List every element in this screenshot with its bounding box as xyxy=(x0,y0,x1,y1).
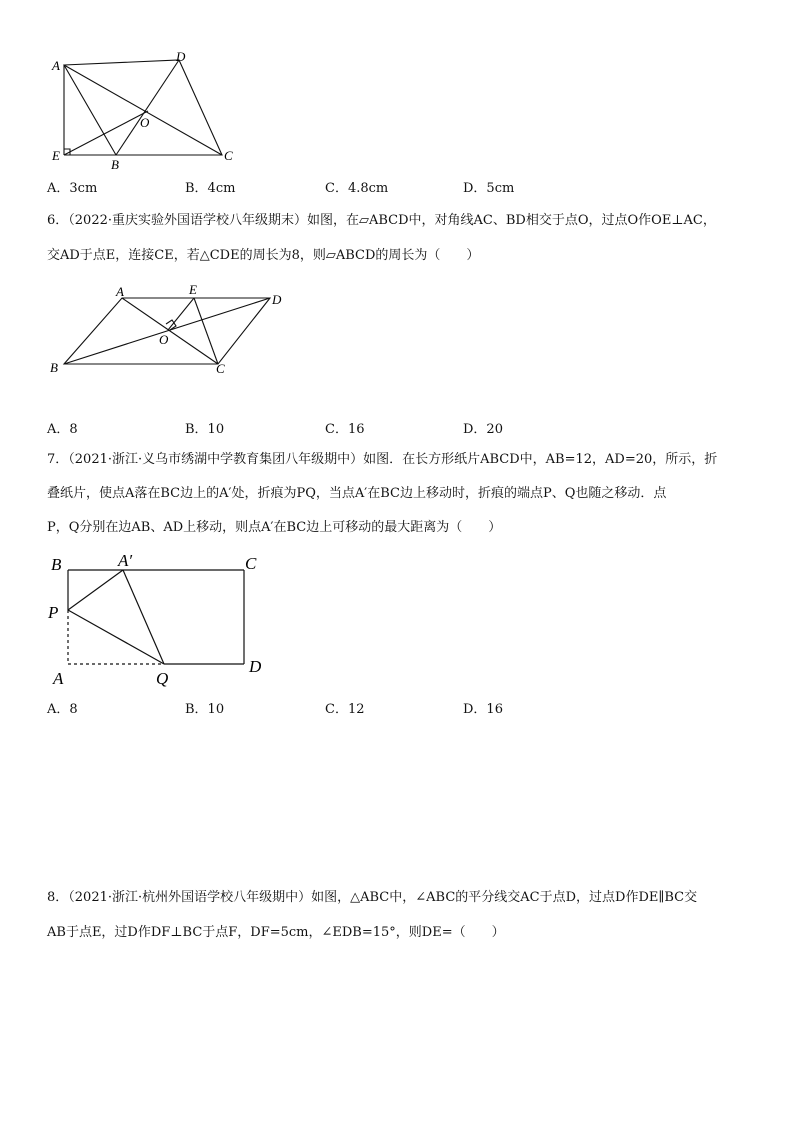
q7-option-d: D．16 xyxy=(463,702,503,717)
label-c: C xyxy=(224,148,233,163)
q6-option-d: D．20 xyxy=(463,422,503,437)
label-o: O xyxy=(159,332,169,347)
label-o: O xyxy=(140,115,150,130)
segment-eo xyxy=(64,111,148,155)
segment-a1q xyxy=(123,570,164,664)
q7-text-line1: 7．（2021·浙江·义乌市绣湖中学教育集团八年级期中）如图．在长方形纸片ABCD中，AB=12，AD=20，所示，折 xyxy=(47,452,718,467)
q7-text-line3: P，Q分别在边AB、AD上移动，则点A′在BC边上可移动的最大距离为（ ） xyxy=(47,520,502,535)
diagonal-bd xyxy=(64,298,270,364)
label-c: C xyxy=(245,554,257,573)
q5-option-b: B．4cm xyxy=(185,181,236,196)
q8-text-line1: 8．（2021·浙江·杭州外国语学校八年级期中）如图，△ABC中，∠ABC的平分线交AC于点D，过点D作DE∥BC交 xyxy=(47,890,698,905)
label-a-prime: A′ xyxy=(118,551,133,570)
label-d: D xyxy=(249,657,262,676)
label-b: B xyxy=(51,555,62,574)
label-b: B xyxy=(111,157,119,172)
q5-option-d: D．5cm xyxy=(463,181,515,196)
figure-folding-q7 xyxy=(44,548,274,690)
q6-option-c: C．16 xyxy=(325,422,365,437)
diagonal-ac xyxy=(64,65,222,155)
label-c: C xyxy=(216,361,225,376)
diagonal-bd xyxy=(116,60,179,155)
figure-rhombus-q5 xyxy=(44,45,244,175)
parallelogram-abcd xyxy=(64,60,222,155)
q7-text-line2: 叠纸片，使点A落在BC边上的A′处，折痕为PQ，当点A′在BC边上移动时，折痕的端点P、Q也随之移动．点 xyxy=(47,486,667,501)
label-e: E xyxy=(52,148,60,163)
q6-option-b: B．10 xyxy=(185,422,225,437)
q5-option-c: C．4.8cm xyxy=(325,181,389,196)
q8-text-line2: AB于点E，过D作DF⊥BC于点F，DF=5cm，∠EDB=15°，则DE=（ ） xyxy=(47,925,505,940)
label-e: E xyxy=(189,282,197,297)
q7-option-c: C．12 xyxy=(325,702,365,717)
crease-pq xyxy=(68,610,164,664)
label-a: A xyxy=(52,58,60,73)
q7-option-b: B．10 xyxy=(185,702,225,717)
q7-option-a: A．8 xyxy=(47,702,78,717)
segment-ce xyxy=(194,298,218,364)
figure-parallelogram-q6 xyxy=(44,280,304,380)
diagonal-ac xyxy=(122,298,218,364)
segment-pa1 xyxy=(68,570,123,610)
label-a: A xyxy=(53,669,64,688)
label-b: B xyxy=(50,360,58,375)
q6-text-line1: 6．（2022·重庆实验外国语学校八年级期末）如图，在▱ABCD中，对角线AC、BD相交于点O，过点O作OE⊥AC， xyxy=(47,213,716,228)
q5-option-a: A．3cm xyxy=(47,181,98,196)
label-d: D xyxy=(272,292,282,307)
label-d: D xyxy=(176,49,186,64)
q6-text-line2: 交AD于点E，连接CE，若△CDE的周长为8，则▱ABCD的周长为（ ） xyxy=(47,248,480,263)
q6-option-a: A．8 xyxy=(47,422,78,437)
label-q: Q xyxy=(156,669,169,688)
segment-eo xyxy=(168,298,194,330)
label-a: A xyxy=(116,284,124,299)
label-p: P xyxy=(48,603,59,622)
